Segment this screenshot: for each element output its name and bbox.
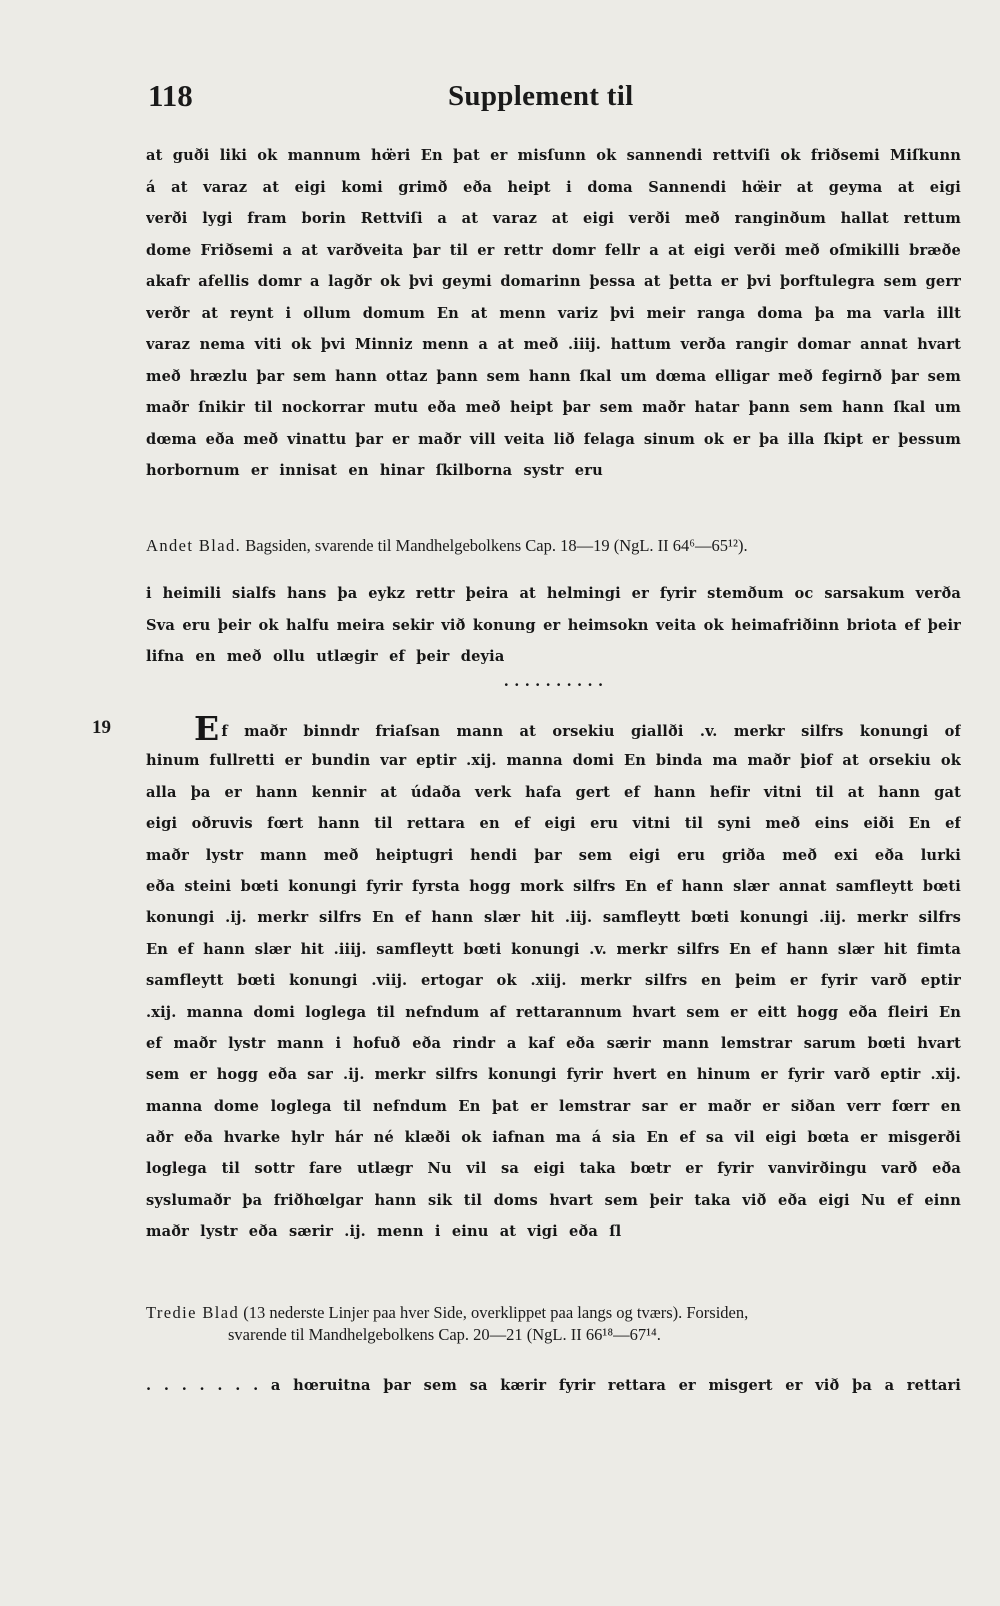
text-line: maðr lystr eða særir .ij. menn i einu at vigi eða ſl [146, 1223, 622, 1241]
caption-label: Tredie Blad [146, 1303, 240, 1322]
caption-tredie-blad [146, 1302, 961, 1346]
caption-text: Bagsiden, svarende til Mandhelgebolkens Cap. 18—19 (NgL. II 64⁶—65¹²). [245, 536, 748, 555]
caption-label: Andet Blad. [146, 536, 242, 555]
text-line: ef maðr lystr mann i hofuð eða rindr a kaf eða særir mann lemstrar sarum bœti hvart [146, 1034, 961, 1052]
text-line: á at varaz at eigi komi grimð eða heipt i doma Sannendi hœ̈ir at geyma at eigi [146, 178, 961, 196]
text-line: akafr afellis domr a lagðr ok þvi geymi domarinn þessa at þetta er þvi þorftulegra sem gerr [146, 273, 961, 290]
text-line: verði lygi fram borin Rettviſi a at varaz at eigi verði með ranginðum hallat rettum [146, 210, 961, 227]
running-head: Supplement til [448, 80, 634, 112]
text-line: alla þa er hann kennir at údaða verk hafa gert ef hann hefir vitni til at hann gat [146, 783, 961, 801]
text-line: Sva eru þeir ok halfu meira sekir við konung er heimsokn veita ok heimafriðinn briota ef þeir [146, 616, 961, 634]
text-line: sem er hogg eða sar .ij. merkr silfrs konungi fyrir hvert en hinum er fyrir varð eptir .xij. [146, 1066, 961, 1084]
manuscript-text-block-4 [146, 1370, 961, 1401]
text-line: maðr ſnikir til nockorrar mutu eða með heipt þar sem maðr hatar þann sem hann ſkal um [146, 399, 961, 416]
text-line: eða steini bœti konungi fyrir fyrsta hogg mork silfrs En ef hann slær annat samfleytt bœti [146, 877, 961, 895]
caption-row-1 [146, 1302, 961, 1324]
text-line: horbornum er innisat en hinar ſkilborna systr eru [146, 462, 603, 479]
manuscript-text-block-1 [146, 140, 961, 487]
text-line: eigi oðruvis fœrt hann til rettara en ef eigi eru vitni til syni með eins eiði En ef [146, 815, 961, 833]
manuscript-text-block-2 [146, 578, 961, 699]
text-line: varaz nema viti ok þvi Minniz menn a at með .iiij. hattum verða rangir domar annat hvart [146, 336, 961, 353]
text-line-rest: f maðr binndr friaſsan mann at orsekiu giallði .v. merkr silfrs konungi of [221, 723, 961, 740]
text-line: með hræzlu þar sem hann ottaz þann sem hann ſkal um dœma elligar með fegirnð þar sem [146, 367, 961, 385]
text-line: manna dome loglega til nefndum En þat er lemstrar sar er maðr er siðan verr fœrr en [146, 1097, 961, 1115]
text-line [146, 714, 961, 745]
text-line: dœma eða með vinattu þar er maðr vill veita lið felaga sinum ok er þa illa ſkipt er þessum [146, 430, 961, 448]
text-line: lifna en með ollu utlægir ef þeir deyia [146, 648, 505, 665]
text-line: i heimili sialfs hans þa eykz rettr þeira at helmingi er fyrir stemðum oc sarsakum verða [146, 585, 961, 602]
manuscript-text-block-3 [146, 714, 961, 1248]
decorated-initial: E [194, 714, 220, 746]
text-line: loglega til sottr fare utlægr Nu vil sa eigi taka bœtr er fyrir vanvirðingu varð eða [146, 1160, 961, 1178]
caption-row-2: svarende til Mandhelgebolkens Cap. 20—21 (NgL. II 66¹⁸—67¹⁴. [228, 1325, 661, 1344]
text-line: hinum fullretti er bundin var eptir .xij. manna domi En binda ma maðr þiof at orsekiu ok [146, 752, 961, 770]
text-line: samfleytt bœti konungi .viij. ertogar ok .xiij. merkr silfrs en þeim er fyrir varð eptir [146, 972, 961, 990]
text-line: konungi .ij. merkr silfrs En ef hann slær hit .iij. samfleytt bœti konungi .iij. merkr silfrs [146, 909, 961, 927]
text-line: aðr eða hvarke hylr hár né klæði ok iafnan ma á sia En ef sa vil eigi bœta er misgerði [146, 1129, 961, 1147]
text-line: dome Friðsemi a at varðveita þar til er rettr domr fellr a at eigi verði með oſmikilli bræðe [146, 241, 961, 259]
text-line: at guði liki ok mannum hœ̈ri En þat er misſunn ok sannendi rettviſi ok friðsemi Miſkunn [146, 147, 961, 164]
text-line: syslumaðr þa friðhœlgar hann sik til doms hvart sem þeir taka við eða eigi Nu ef einn [146, 1191, 961, 1209]
text-line: En ef hann slær hit .iiij. samfleytt bœti konungi .v. merkr silfrs En ef hann slær hit fimta [146, 940, 961, 958]
text-line: . . . . . . . a hœruitna þar sem sa kærir fyrir rettara er misgert er við þa a rettari [146, 1377, 961, 1394]
text-line: maðr lystr mann með heiptugri hendi þar sem eigi eru griða með exi eða lurki [146, 846, 961, 864]
text-line: .xij. manna domi loglega til nefndum af rettarannum hvart sem er eitt hogg eða fleiri En [146, 1003, 961, 1021]
text-line: verðr at reynt i ollum domum En at menn variz þvi meir ranga doma þa ma varla illt [146, 304, 961, 322]
caption-andet-blad [146, 536, 961, 556]
page-number: 118 [148, 78, 193, 113]
ellipsis-line: · · · · · · · · · · [503, 676, 604, 694]
margin-chapter-number: 19 [92, 717, 111, 738]
caption-text: (13 nederste Linjer paa hver Side, overklippet paa langs og tværs). Forsiden, [243, 1303, 749, 1322]
